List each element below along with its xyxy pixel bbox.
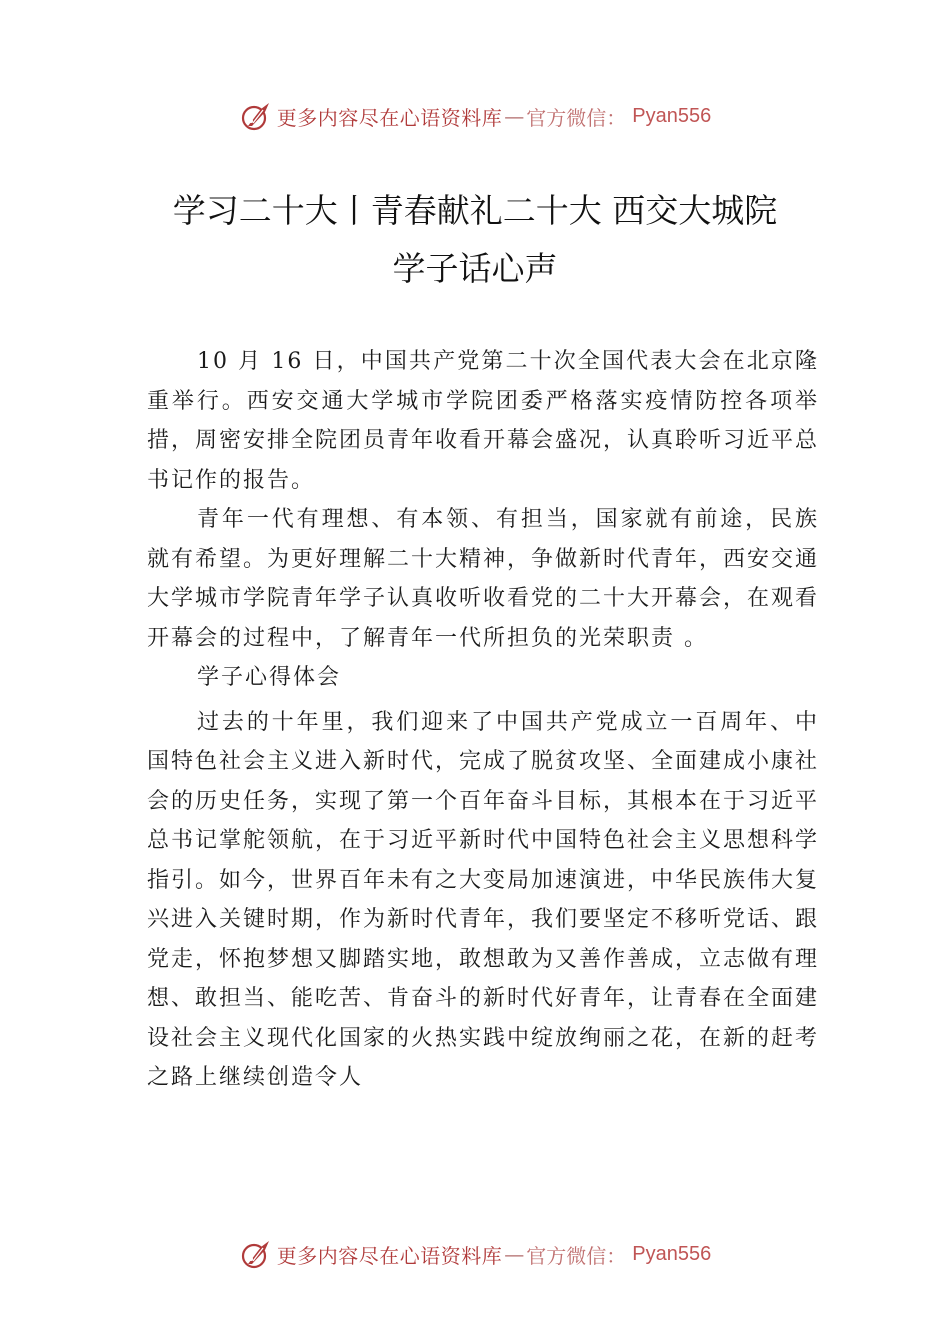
banner-wechat-id: Pyan556 — [632, 104, 712, 127]
quill-logo-icon — [239, 99, 273, 133]
footer-wechat-id: Pyan556 — [632, 1242, 712, 1265]
title-line-1: 学习二十大丨青春献礼二十大 西交大城院 — [172, 191, 778, 230]
header-banner — [0, 96, 950, 136]
title-line-2: 学子话心声 — [392, 249, 558, 288]
footer-banner — [0, 1234, 950, 1274]
footer-brand-text: 更多内容尽在心语资料库 — [276, 1243, 503, 1268]
section-heading: 学子心得体会 — [197, 665, 342, 690]
banner-wechat-label: 官方微信： — [526, 105, 627, 130]
banner-dash: — — [504, 104, 525, 128]
banner-brand-text: 更多内容尽在心语资料库 — [276, 105, 503, 130]
quill-logo-icon — [239, 1237, 273, 1271]
body-paragraph-1: 10 月 16 日，中国共产党第二十次全国代表大会在北京隆重举行。西安交通大学城市学院团委严格落实疫情防控各项举措，周密安排全院团员青年收看开幕会盛况，认真聆听习近平总书记作的报告。 — [147, 349, 820, 493]
article-body — [147, 342, 819, 1098]
body-paragraph-2: 青年一代有理想、有本领、有担当，国家就有前途，民族就有希望。为更好理解二十大精神，争做新时代青年，西安交通大学城市学院青年学子认真收听收看党的二十大开幕会，在观看开幕会的过程中，了解青年一代所担负的光荣职责 。 — [147, 507, 820, 651]
footer-wechat-label: 官方微信： — [526, 1243, 627, 1268]
body-paragraph-3: 过去的十年里，我们迎来了中国共产党成立一百周年、中国特色社会主义进入新时代，完成了脱贫攻坚、全面建成小康社会的历史任务，实现了第一个百年奋斗目标，其根本在于习近平总书记掌舵领航，在于习近平新时代中国特色社会主义思想科学指引。如今，世界百年未有之大变局加速演进，中华民族伟大复兴进入关键时期，作为新时代青年，我们要坚定不移听党话、跟党走，怀抱梦想又脚踏实地，敢想敢为又善作善成，立志做有理想、敢担当、能吃苦、肯奋斗的新时代好青年，让青春在全面建设社会主义现代化国家的火热实践中绽放绚丽之花，在新的赶考之路上继续创造令人 — [147, 709, 820, 1090]
footer-dash: — — [504, 1242, 525, 1266]
article-title — [140, 182, 810, 298]
